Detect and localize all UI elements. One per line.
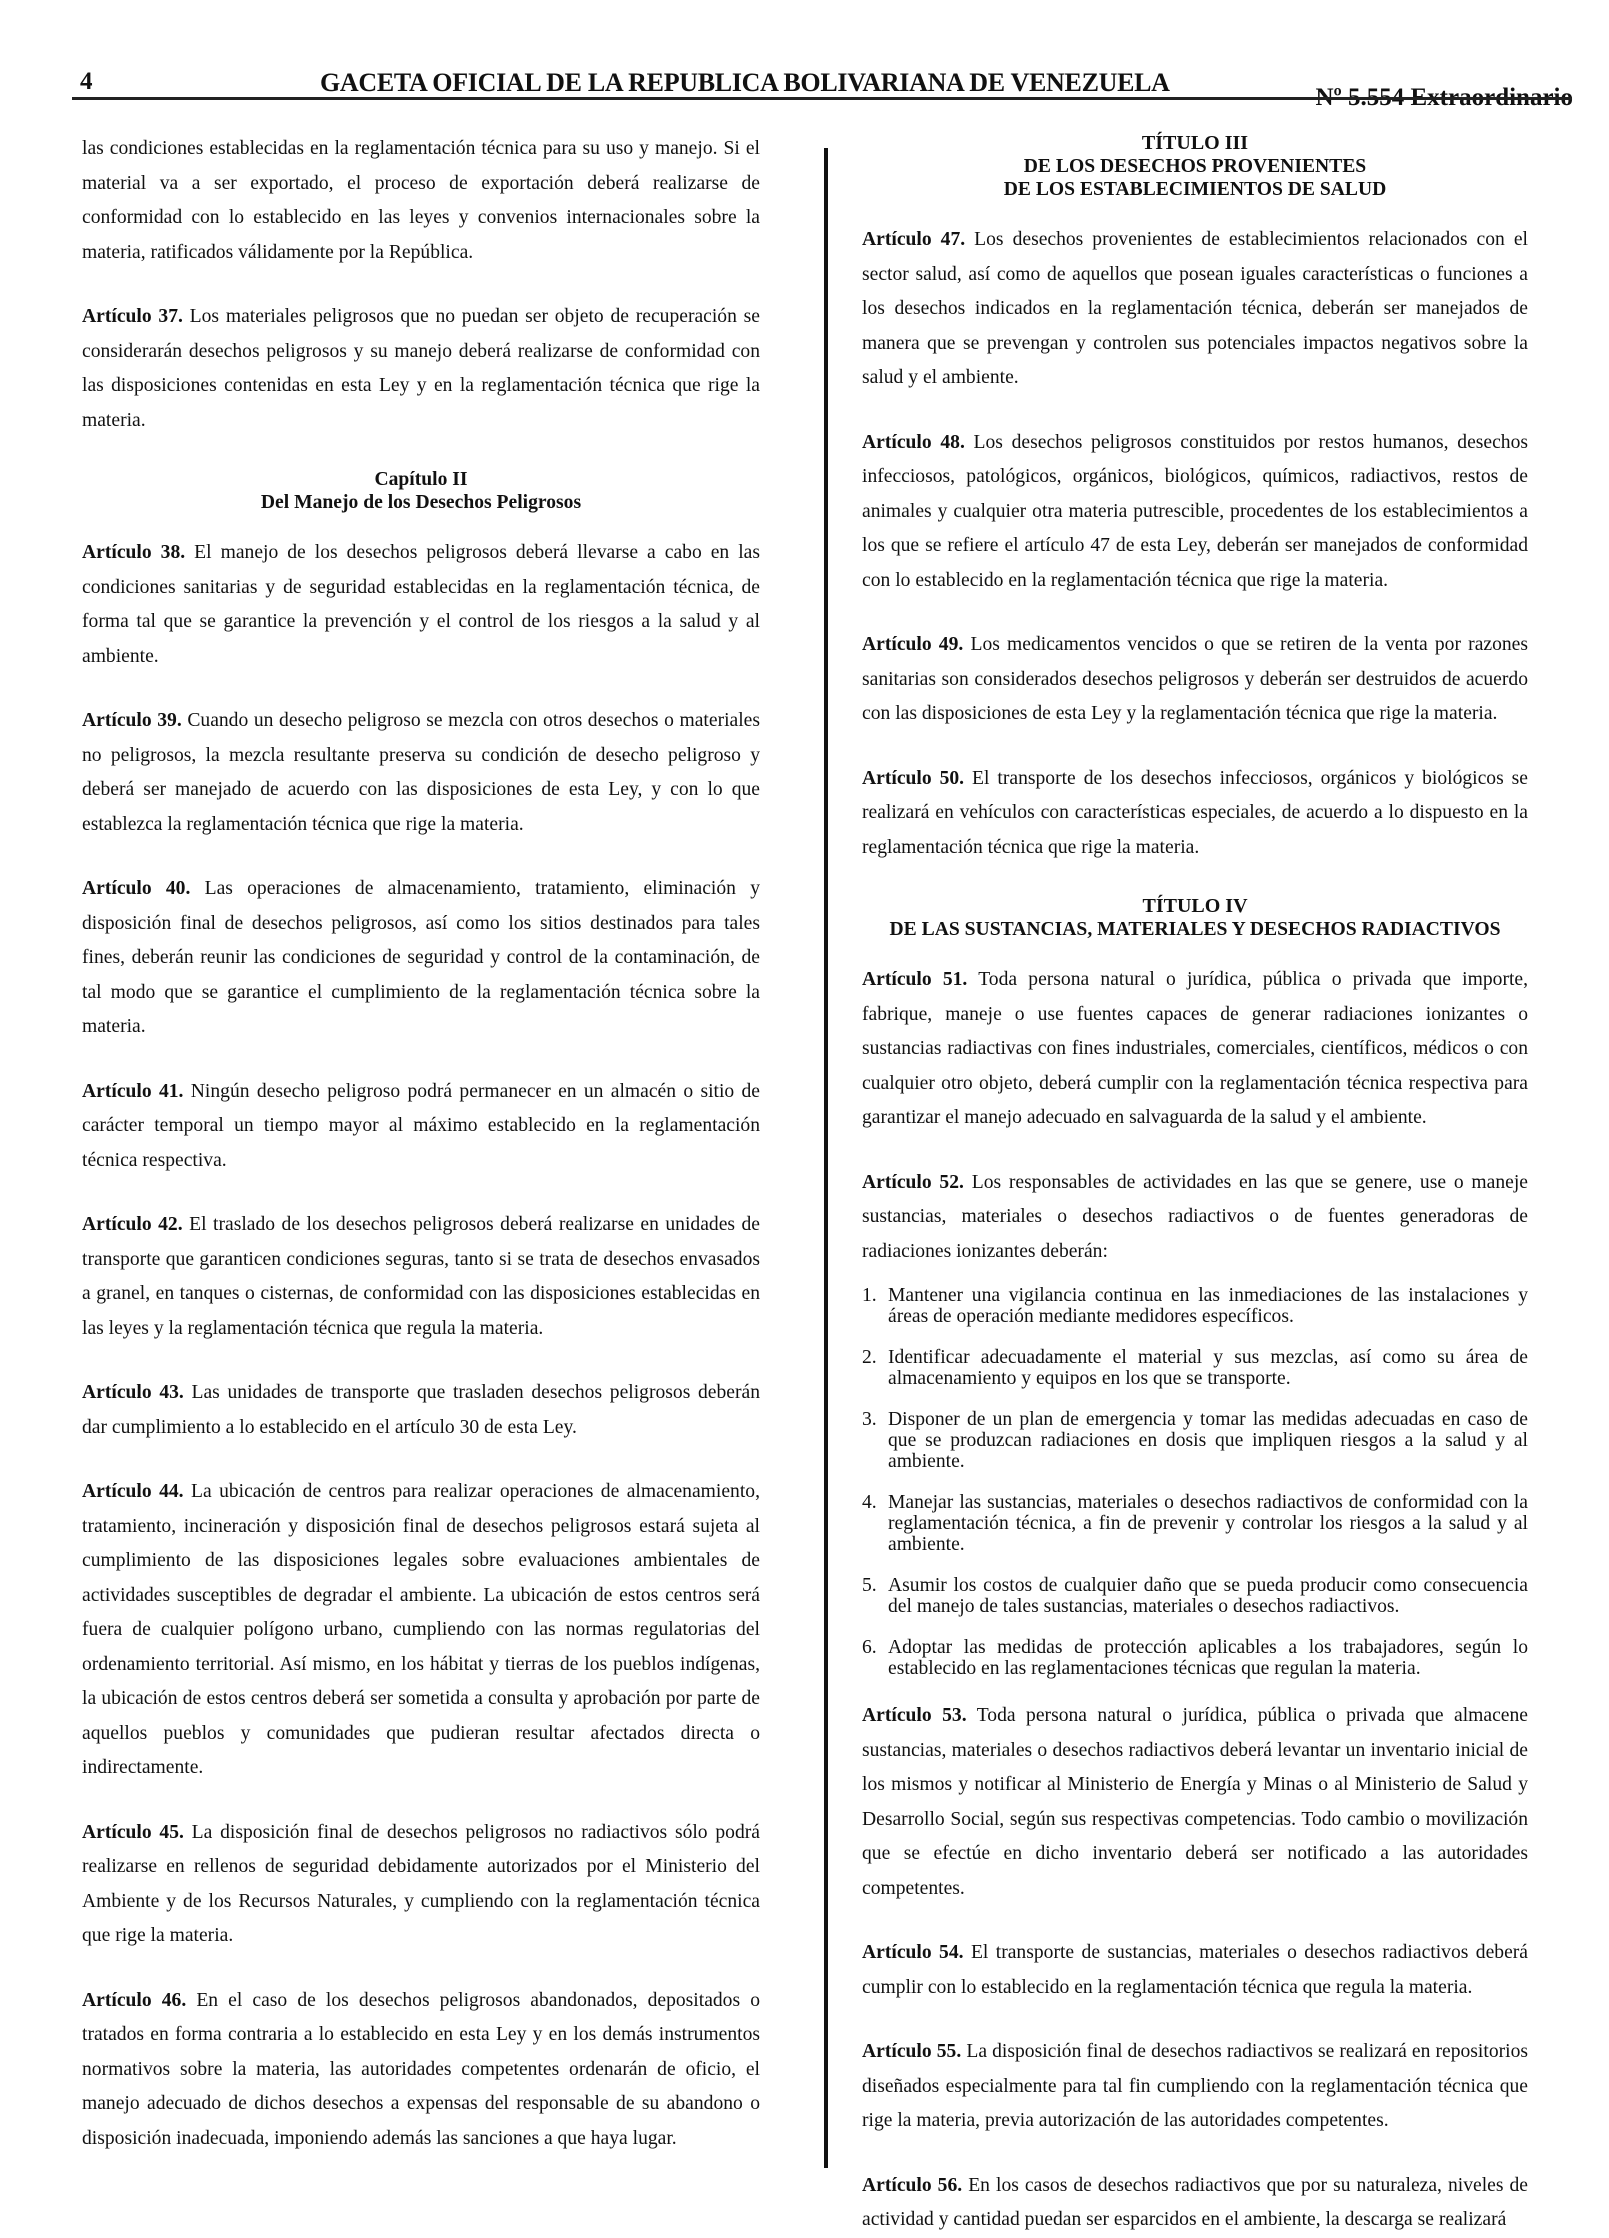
title-line: DE LOS DESECHOS PROVENIENTES (1023, 156, 1367, 177)
article-44 (82, 1475, 760, 1786)
list-text: Asumir los costos de cualquier daño que se pueda producir como consecuencia del manejo de tales sustancias, materiales o desechos radiactivos. (888, 1575, 1528, 1617)
article-text: En los casos de desechos radiactivos que por su naturaleza, niveles de actividad y cantidad puedan ser esparcidos en el ambiente, la descarga se realizará (862, 2174, 1528, 2230)
title-line: DE LAS SUSTANCIAS, MATERIALES Y DESECHOS RADIACTIVOS (889, 919, 1501, 940)
article-text: Las unidades de transporte que trasladen desechos peligrosos deberán dar cumplimiento a lo establecido en el artículo 30 de esta Ley. (82, 1382, 761, 1438)
title-number: TÍTULO IV (1142, 895, 1248, 917)
article-40 (82, 872, 760, 1045)
article-label: Artículo 54. (862, 1942, 964, 1963)
article-text: La disposición final de desechos peligrosos no radiactivos sólo podrá realizarse en rellenos de seguridad debidamente autorizados por el Ministerio del Ambiente y de los Recursos Naturales, y cumpliendo con la reglamentación técnica que rige la materia. (82, 1821, 760, 1946)
article-label: Artículo 50. (862, 767, 965, 789)
article-text: Toda persona natural o jurídica, pública o privada que almacene sustancias, materiales o desechos radiactivos deberá levantar un inventario inicial de los mismos y notificar al Ministerio de Energía y Minas o al Ministerio de Salud y Desarrollo Social, según sus respectivas competencias. Todo cambio o movilización que se efectúe en dicho inventario deberá ser notificado a las autoridades competentes. (862, 1705, 1529, 1899)
list-number: 5. (862, 1575, 877, 1596)
title-iii-heading (862, 132, 1528, 201)
list-number: 4. (862, 1492, 877, 1513)
list-item (862, 1575, 1528, 1617)
article-label: Artículo 45. (82, 1821, 184, 1843)
article-label: Artículo 49. (862, 634, 964, 655)
article-text: Los desechos peligrosos constituidos por restos humanos, desechos infecciosos, patológicos, orgánicos, biológicos, químicos, radiactivos, restos de animales y cualquier otra materia putrescible, procedentes de los establecimientos a los que se refiere el artículo 47 de esta Ley, deberán ser manejados de conformidad con lo establecido en la reglamentación técnica que rige la materia. (862, 431, 1528, 591)
title-line: DE LOS ESTABLECIMIENTOS DE SALUD (1003, 179, 1387, 200)
right-column (862, 132, 1528, 2238)
article-52 (862, 1166, 1528, 1270)
column-divider (824, 148, 828, 2168)
article-text: La disposición final de desechos radiactivos se realizará en repositorios diseñados especialmente para tal fin cumpliendo con la reglamentación técnica que rige la materia, previa autorización de las autoridades competentes. (862, 2041, 1529, 2131)
list-text: Identificar adecuadamente el material y sus mezclas, así como su área de almacenamiento y equipos en los que se transporte. (888, 1347, 1528, 1389)
list-item (862, 1409, 1528, 1472)
list-item (862, 1285, 1528, 1327)
list-number: 6. (862, 1637, 877, 1658)
article-text: Las operaciones de almacenamiento, tratamiento, eliminación y disposición final de desechos peligrosos, así como los sitios destinados para tales fines, deberán reunir las condiciones de seguridad y control de la contaminación, de tal modo que se garantice el cumplimiento de la reglamentación técnica sobre la materia. (82, 878, 760, 1037)
list-item (862, 1637, 1528, 1679)
article-label: Artículo 42. (82, 1214, 183, 1235)
article-label: Artículo 39. (82, 710, 182, 731)
article-text: El transporte de sustancias, materiales o desechos radiactivos deberá cumplir con lo establecido en la reglamentación técnica que regula la materia. (862, 1942, 1528, 1998)
article-39 (82, 704, 760, 842)
article-label: Artículo 44. (82, 1481, 184, 1502)
article-54 (862, 1936, 1528, 2005)
chapter-title: Del Manejo de los Desechos Peligrosos (260, 492, 582, 513)
article-55 (862, 2035, 1528, 2139)
article-53 (862, 1699, 1528, 1906)
article-49 (862, 628, 1528, 732)
article-47 (862, 223, 1528, 396)
chapter-number: Capítulo II (374, 469, 468, 490)
article-text: El traslado de los desechos peligrosos deberá realizarse en unidades de transporte que garanticen condiciones seguras, tanto si se trata de desechos envasados a granel, en tanques o cisternas, de conformidad con las disposiciones establecidas en las leyes y la reglamentación técnica que regula la materia. (82, 1214, 761, 1339)
article-label: Artículo 47. (862, 229, 966, 250)
article-label: Artículo 51. (862, 969, 968, 990)
list-number: 2. (862, 1347, 877, 1368)
article-41 (82, 1075, 760, 1179)
article-label: Artículo 38. (82, 542, 186, 563)
article-50 (862, 762, 1528, 866)
gazette-title: GACETA OFICIAL DE LA REPUBLICA BOLIVARIANA DE VENEZUELA (320, 68, 1170, 97)
list-text: Disponer de un plan de emergencia y tomar las medidas adecuadas en caso de que se produzcan radiaciones en dosis que impliquen riesgos a la salud y al ambiente. (888, 1409, 1528, 1472)
title-number: TÍTULO III (1141, 132, 1249, 154)
article-text: Los desechos provenientes de establecimientos relacionados con el sector salud, así como de aquellos que posean iguales características o funciones a los desechos indicados en la reglamentación técnica, deberán ser manejados de manera que se prevengan y controlen sus potenciales impactos negativos sobre la salud y el ambiente. (862, 229, 1528, 388)
list-number: 3. (862, 1409, 877, 1430)
title-iv-heading (862, 895, 1528, 941)
article-text: Cuando un desecho peligroso se mezcla con otros desechos o materiales no peligrosos, la mezcla resultante preserva su condición de desecho peligroso y deberá ser manejado de acuerdo con las disposiciones de esta Ley, y con lo que establezca la reglamentación técnica que rige la materia. (82, 710, 761, 835)
article-text: El transporte de los desechos infecciosos, orgánicos y biológicos se realizará en vehículos con características especiales, de acuerdo a lo dispuesto en la reglamentación técnica que rige la materia. (862, 767, 1528, 858)
article-text: Los materiales peligrosos que no puedan ser objeto de recuperación se considerarán desechos peligrosos y su manejo deberá realizarse de conformidad con las disposiciones contenidas en esta Ley y en la reglamentación técnica que rige la materia. (82, 306, 760, 431)
article-label: Artículo 53. (862, 1705, 967, 1726)
article-text: Toda persona natural o jurídica, pública o privada que importe, fabrique, maneje o use fuentes capaces de generar radiaciones ionizantes o sustancias radiactivas con fines industriales, comerciales, científicos, médicos o con cualquier otro objeto, deberá cumplir con la reglamentación técnica respectiva para garantizar el manejo adecuado en salvaguarda de la salud y el ambiente. (862, 969, 1529, 1128)
article-51 (862, 963, 1528, 1136)
page-header (0, 62, 1609, 114)
issue-number: Nº 5.554 Extraordinario (1315, 84, 1573, 111)
page-number: 4 (80, 68, 93, 95)
list-text: Manejar las sustancias, materiales o desechos radiactivos de conformidad con la reglamentación técnica, a fin de prevenir y controlar los riesgos a la salud y al ambiente. (888, 1492, 1528, 1555)
header-rule (72, 97, 1572, 100)
article-label: Artículo 55. (862, 2041, 962, 2062)
article-label: Artículo 52. (862, 1171, 964, 1193)
article-text: Ningún desecho peligroso podrá permanecer en un almacén o sitio de carácter temporal un tiempo mayor al máximo establecido en la reglamentación técnica respectiva. (82, 1080, 760, 1171)
article-48 (862, 426, 1528, 599)
intro-paragraph: las condiciones establecidas en la reglamentación técnica para su uso y manejo. Si el material va a ser exportado, el proceso de exportación deberá realizarse de conformidad con lo establecido en las leyes y convenios internacionales sobre la materia, ratificados válidamente por la República. (82, 138, 760, 263)
article-46 (82, 1984, 760, 2157)
article-45 (82, 1816, 760, 1954)
article-text: El manejo de los desechos peligrosos deberá llevarse a cabo en las condiciones sanitarias y de seguridad establecidas en la reglamentación técnica, de forma tal que se garantice la prevención y el control de los riesgos a la salud y al ambiente. (82, 542, 761, 667)
article-label: Artículo 46. (82, 1989, 187, 2011)
list-text: Adoptar las medidas de protección aplicables a los trabajadores, según lo establecido en las reglamentaciones técnicas que regulan la materia. (888, 1637, 1528, 1679)
obligations-list (862, 1285, 1528, 1679)
article-text: La ubicación de centros para realizar operaciones de almacenamiento, tratamiento, incineración y disposición final de desechos peligrosos estará sujeta al cumplimiento de las disposiciones legales sobre evaluaciones ambientales de actividades susceptibles de degradar el ambiente. La ubicación de estos centros será fuera de cualquier polígono urbano, cumpliendo con las normas regulatorias del ordenamiento territorial. Así mismo, en los hábitat y tierras de los pueblos indígenas, la ubicación de estos centros deberá ser sometida a consulta y aprobación por parte de aquellos pueblos y comunidades que pudieran resultar afectados directa o indirectamente. (82, 1481, 760, 1778)
left-column (82, 132, 760, 2156)
list-number: 1. (862, 1285, 877, 1306)
list-item (862, 1347, 1528, 1389)
article-label: Artículo 40. (82, 878, 191, 899)
article-38 (82, 536, 760, 674)
article-43 (82, 1376, 760, 1445)
article-label: Artículo 48. (862, 431, 965, 453)
list-item (862, 1492, 1528, 1555)
article-label: Artículo 41. (82, 1080, 184, 1102)
list-text: Mantener una vigilancia continua en las inmediaciones de las instalaciones y áreas de operación mediante medidores específicos. (888, 1285, 1528, 1327)
article-label: Artículo 56. (862, 2174, 963, 2196)
article-42 (82, 1208, 760, 1346)
article-37 (82, 300, 760, 438)
article-text: En el caso de los desechos peligrosos abandonados, depositados o tratados en forma contraria a lo establecido en esta Ley y en los demás instrumentos normativos sobre la materia, las autoridades competentes ordenarán de oficio, el manejo adecuado de dichos desechos a expensas del responsable de su abandono o disposición inadecuada, imponiendo además las sanciones a que haya lugar. (82, 1989, 760, 2149)
article-text: Los responsables de actividades en las que se genere, use o maneje sustancias, materiales o desechos radiactivos o de fuentes generadoras de radiaciones ionizantes deberán: (862, 1171, 1528, 1262)
chapter-heading (82, 468, 760, 514)
article-label: Artículo 37. (82, 306, 183, 327)
article-label: Artículo 43. (82, 1382, 184, 1403)
article-56 (862, 2169, 1528, 2238)
article-text: Los medicamentos vencidos o que se retiren de la venta por razones sanitarias son considerados desechos peligrosos y deberán ser destruidos de acuerdo con las disposiciones de esta Ley y la reglamentación técnica que rige la materia. (862, 634, 1529, 724)
